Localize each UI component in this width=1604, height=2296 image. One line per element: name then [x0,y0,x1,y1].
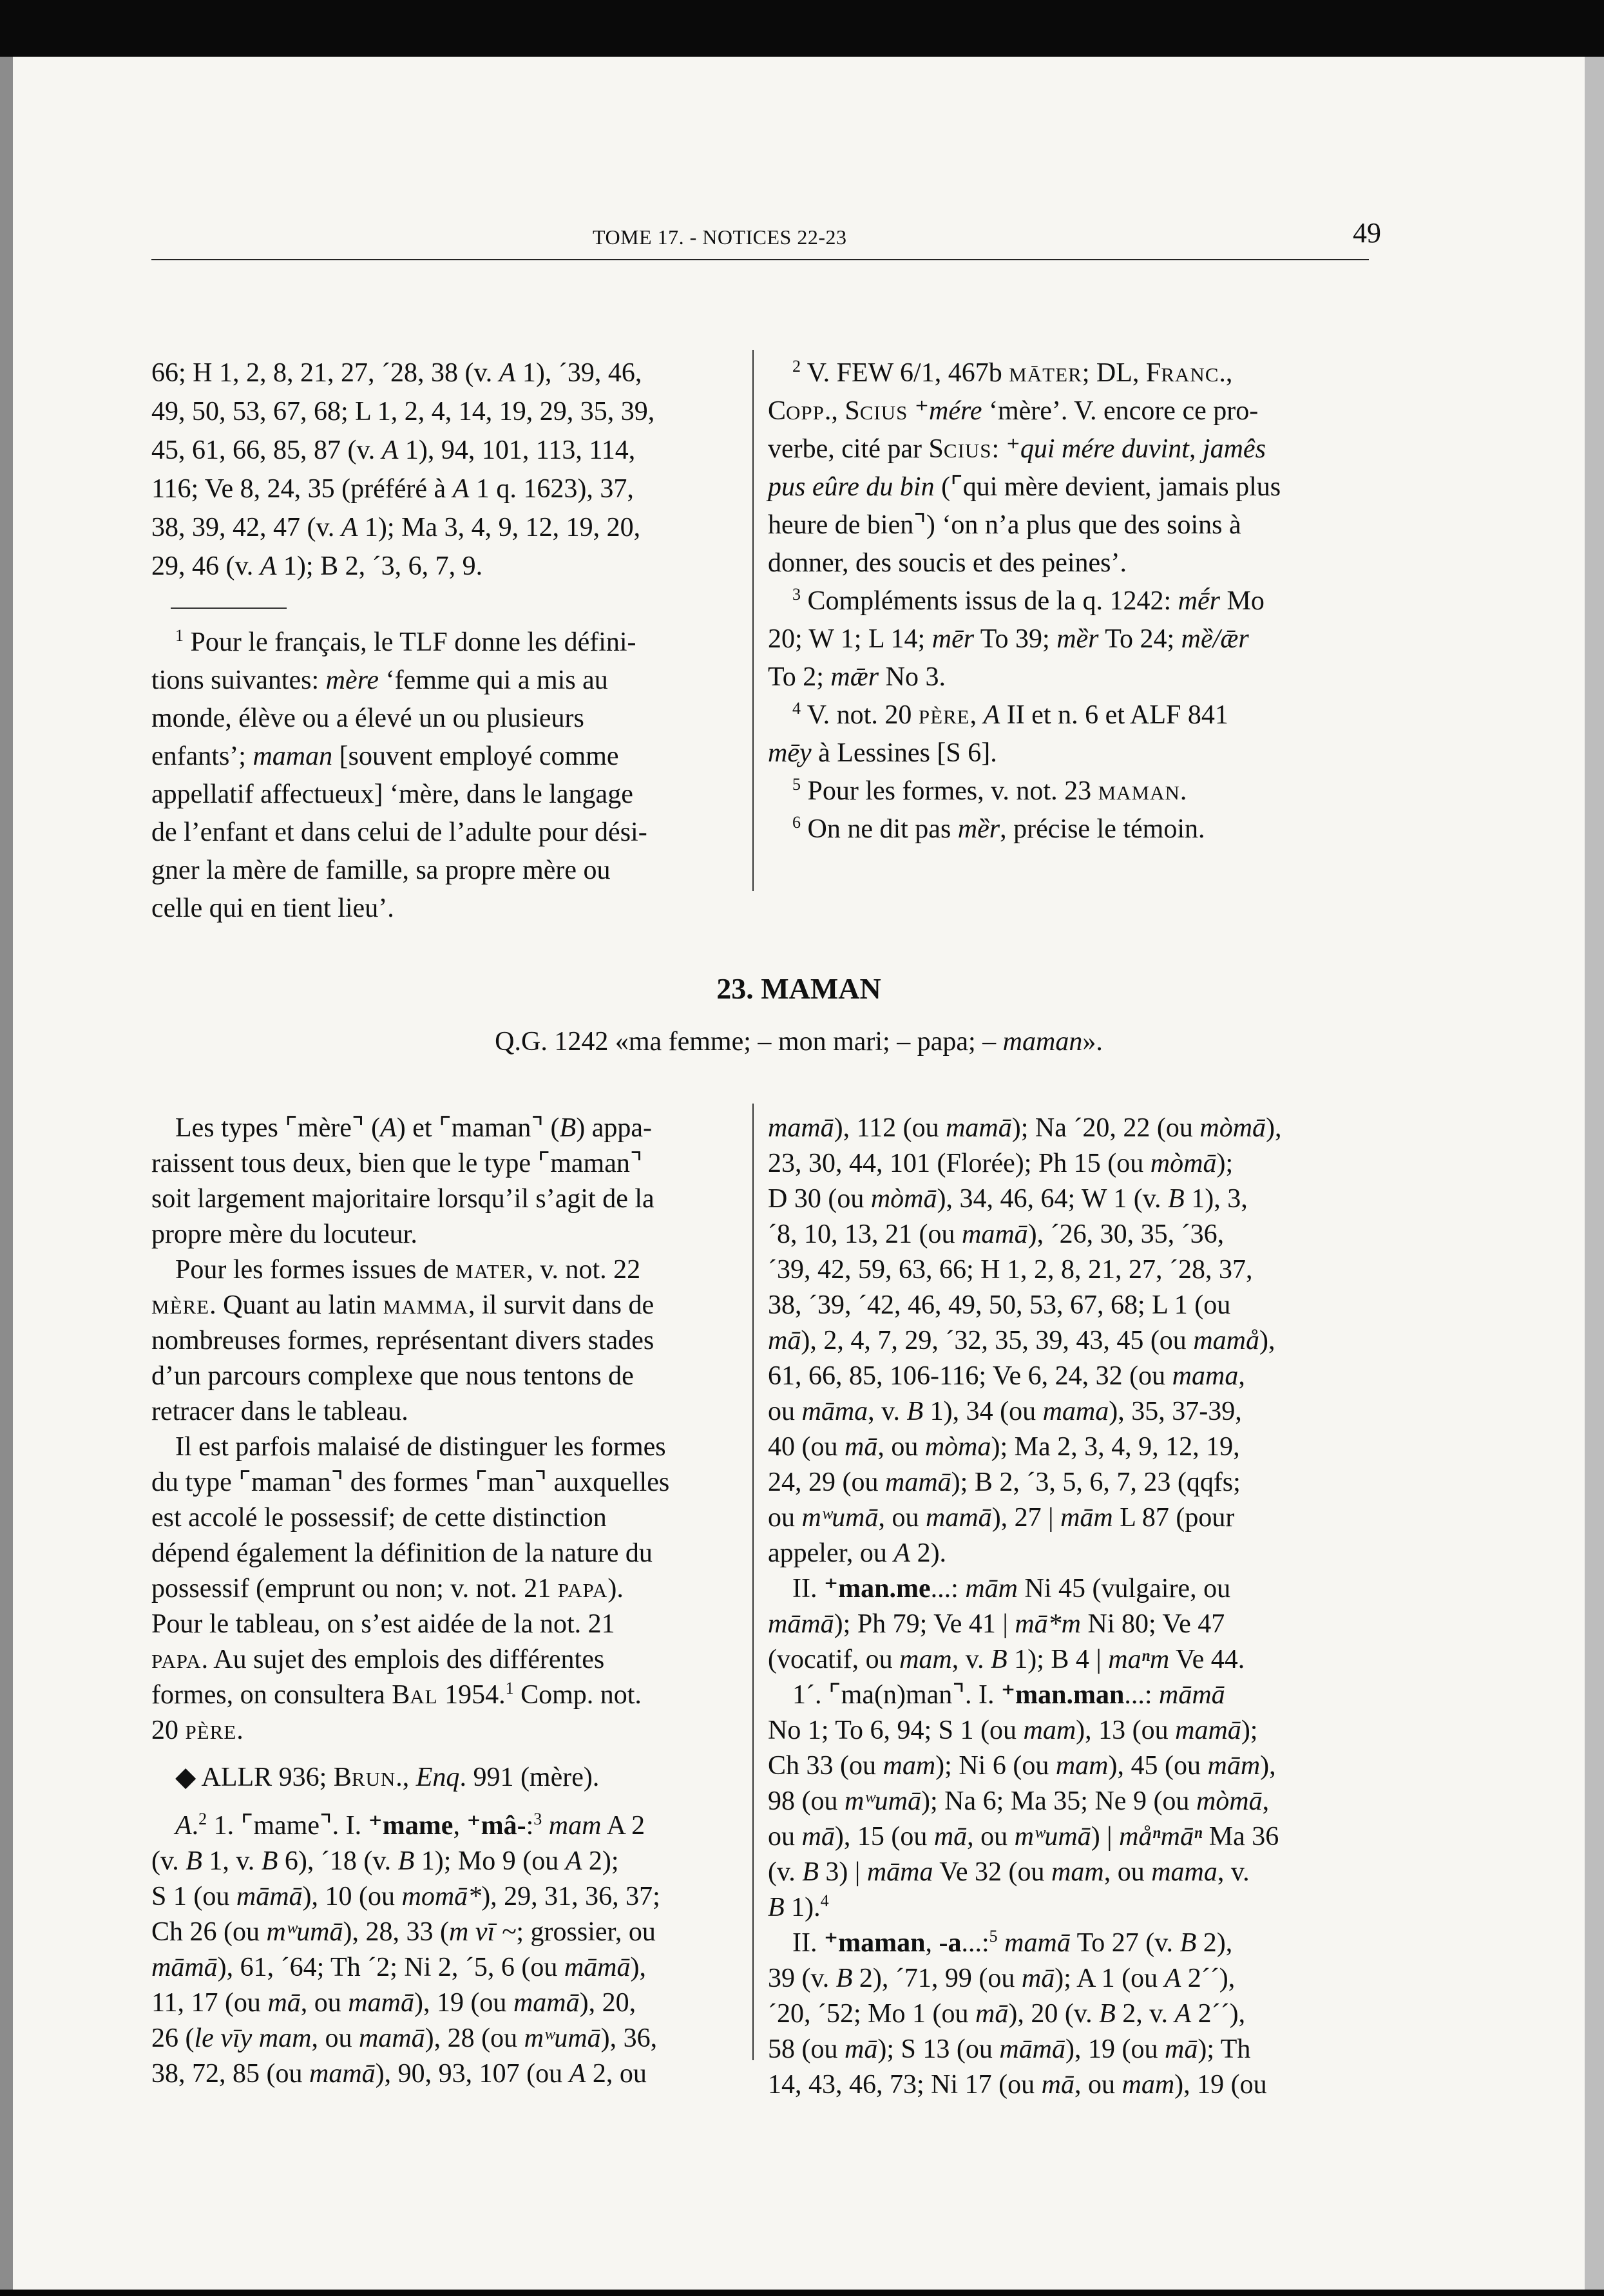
footnote-line: verbe, cité par SCIUS: ⁺qui mére duvint, jamês [768,434,1266,464]
footnote-line: celle qui en tient lieu’. [151,894,394,923]
text-line: 38, ´39, ´42, 46, 49, 50, 53, 67, 68; L 1 (ou [768,1290,1231,1320]
running-title: TOME 17. - NOTICES 22-23 [593,225,847,249]
footnote-line: $^6$ On ne dit pas mȅr, précise le témoin. [792,813,1205,844]
text-line: 40 (ou mā, ou mòma); Ma 2, 3, 4, 9, 12, 19, [768,1432,1240,1462]
text-line: 58 (ou mā); S 13 (ou māmā), 19 (ou mā); Th [768,2034,1251,2064]
text-line: propre mère du locuteur. [151,1220,417,1249]
text-line: 20 PÈRE. [151,1716,243,1745]
footnote-line: 20; W 1; L 14; mēr To 39; mȅr To 24; mȅ/ǣr [768,624,1249,654]
text-line: ou mʷumā, ou mamā), 27 | mām L 87 (pour [768,1503,1235,1533]
text-line: ´8, 10, 13, 21 (ou mamā), ´26, 30, 35, ´36, [768,1220,1225,1249]
text-line: (vocatif, ou mam, v. B 1); B 4 | maⁿm Ve 44. [768,1645,1245,1674]
text-line: 45, 61, 66, 85, 87 (v. A 1), 94, 101, 113, 114, [151,435,636,465]
text-line: II. ⁺maman, -a...:$^5$ mamā To 27 (v. B 2), [792,1927,1233,1958]
text-line: 38, 39, 42, 47 (v. A 1); Ma 3, 4, 9, 12, 19, 20, [151,513,641,542]
footnote-line: $^1$ Pour le français, le TLF donne les défini- [175,626,636,657]
footnote-line: heure de bien⌝) ‘on n’a plus que des soins à [768,510,1241,540]
text-line: 11, 17 (ou mā, ou mamā), 19 (ou mamā), 20, [151,1988,636,2018]
text-line: S 1 (ou māmā), 10 (ou momā*), 29, 31, 36, 37; [151,1882,660,1911]
footnote-line: gner la mère de famille, sa propre mère ou [151,856,611,885]
entry-question: Q.G. 1242 «ma femme; – mon mari; – papa; – maman». [495,1027,1103,1057]
footnote-line: COPP., SCIUS ⁺mére ‘mère’. V. encore ce pro- [768,396,1259,426]
text-line: 39 (v. B 2), ´71, 99 (ou mā); A 1 (ou A 2´´), [768,1964,1236,1993]
text-line: 49, 50, 53, 67, 68; L 1, 2, 4, 14, 19, 29, 35, 39, [151,397,655,426]
text-line: possessif (emprunt ou non; v. not. 21 PAPA). [151,1574,624,1603]
text-line: Ch 33 (ou mam); Ni 6 (ou mam), 45 (ou mām), [768,1751,1276,1781]
footnote-line: enfants’; maman [souvent employé comme [151,741,619,771]
text-line: dépend également la définition de la nature du [151,1538,653,1568]
header-rule [151,259,1369,260]
footnote-line: de l’enfant et dans celui de l’adulte pour dési- [151,818,647,847]
footnote-line: $^3$ Compléments issus de la q. 1242: mḗr Mo [792,585,1265,616]
text-line: soit largement majoritaire lorsqu’il s’agit de la [151,1184,654,1214]
text-line: formes, on consultera BAL 1954.$^1$ Comp. not. [151,1679,642,1710]
text-line: 29, 46 (v. A 1); B 2, ´3, 6, 7, 9. [151,551,483,581]
text-line: A.$^2$ 1. ⌜mame⌝. I. ⁺mame, ⁺mâ-:$^3$ mam A 2 [175,1810,645,1841]
text-line: MÈRE. Quant au latin MAMMA, il survit dans de [151,1290,654,1320]
text-line: 1´. ⌜ma(n)man⌝. I. ⁺man.man...: māmā [792,1680,1225,1710]
text-line: 116; Ve 8, 24, 35 (préféré à A 1 q. 1623), 37, [151,474,634,504]
column-rule-main [752,1104,754,2060]
footnote-line: $^5$ Pour les formes, v. not. 23 MAMAN. [792,775,1187,806]
text-line: Pour le tableau, on s’est aidée de la not. 21 [151,1609,615,1639]
text-line: (v. B 1, v. B 6), ´18 (v. B 1); Mo 9 (ou A 2); [151,1846,619,1876]
text-line: māmā); Ph 79; Ve 41 | mā*m Ni 80; Ve 47 [768,1609,1225,1639]
text-line: 23, 30, 44, 101 (Florée); Ph 15 (ou mòmā); [768,1149,1234,1178]
text-line: māmā), 61, ´64; Th ´2; Ni 2, ´5, 6 (ou māmā), [151,1953,647,1982]
footnote-line: mē̜y à Lessines [S 6]. [768,738,997,768]
text-line: No 1; To 6, 94; S 1 (ou mam), 13 (ou mamā); [768,1716,1258,1745]
scan-bottom-border [0,2290,1604,2296]
text-line: B 1).$^4$ [768,1891,829,1922]
text-line: Il est parfois malaisé de distinguer les formes [175,1432,666,1462]
scan-right-edge [1585,57,1604,2290]
text-line: Pour les formes issues de MATER, v. not. 22 [175,1255,641,1285]
column-rule-top [752,350,754,891]
scan-left-edge [0,57,13,2290]
text-line: Ch 26 (ou mʷumā), 28, 33 (m vī ~; grossier, ou [151,1917,656,1947]
text-line: 66; H 1, 2, 8, 21, 27, ´28, 38 (v. A 1), ´39, 46, [151,358,642,388]
text-line: mamā), 112 (ou mamā); Na ´20, 22 (ou mòmā), [768,1113,1282,1143]
text-line: II. ⁺man.me...: mām Ni 45 (vulgaire, ou [792,1574,1231,1603]
footnote-rule [171,607,287,609]
text-line: retracer dans le tableau. [151,1397,408,1426]
text-line: appeler, ou A 2). [768,1538,947,1568]
text-line: est accolé le possessif; de cette distinction [151,1503,607,1533]
text-line: 38, 72, 85 (ou mamā), 90, 93, 107 (ou A 2, ou [151,2059,647,2089]
footnote-line: donner, des soucis et des peines’. [768,548,1127,578]
text-line: ou māma, v. B 1), 34 (ou mama), 35, 37-39, [768,1397,1242,1426]
footnote-line: tions suivantes: mère ‘femme qui a mis au [151,665,608,695]
text-line: ´39, 42, 59, 63, 66; H 1, 2, 8, 21, 27, ´28, 37, [768,1255,1253,1285]
text-line: PAPA. Au sujet des emplois des différentes [151,1645,605,1674]
text-line: (v. B 3) | māma Ve 32 (ou mam, ou mama, v. [768,1857,1250,1887]
footnote-line: To 2; mǣr No 3. [768,662,946,692]
text-line: 24, 29 (ou mamā); B 2, ´3, 5, 6, 7, 23 (qqfs; [768,1468,1241,1497]
text-line: ou mā), 15 (ou mā, ou mʷumā) | måⁿmāⁿ Ma 36 [768,1822,1279,1851]
text-line: D 30 (ou mòmā), 34, 46, 64; W 1 (v. B 1), 3, [768,1184,1248,1214]
text-line: nombreuses formes, représentant divers stades [151,1326,654,1355]
reference-line: ◆ ALLR 936; BRUN., Enq. 991 (mère). [175,1763,600,1792]
text-line: mā), 2, 4, 7, 29, ´32, 35, 39, 43, 45 (ou mamå), [768,1326,1275,1355]
page-number: 49 [1353,217,1381,249]
footnote-line: pus eûre du bin (⌜qui mère devient, jamais plus [768,472,1281,502]
text-line: 26 (le vīy mam, ou mamā), 28 (ou mʷumā), 36, [151,2023,658,2053]
text-line: 61, 66, 85, 106-116; Ve 6, 24, 32 (ou mama, [768,1361,1245,1391]
text-line: Les types ⌜mère⌝ (A) et ⌜maman⌝ (B) appa- [175,1113,652,1143]
scan-top-border [0,0,1604,57]
footnote-line: $^4$ V. not. 20 PÈRE, A II et n. 6 et ALF 841 [792,699,1228,730]
footnote-line: appellatif affectueux] ‘mère, dans le langage [151,780,633,809]
text-line: d’un parcours complexe que nous tentons de [151,1361,634,1391]
footnote-line: monde, élève ou a élevé un ou plusieurs [151,703,584,733]
text-line: 14, 43, 46, 73; Ni 17 (ou mā, ou mam), 19 (ou [768,2070,1267,2100]
footnote-line: $^2$ V. FEW 6/1, 467b MĀTER; DL, FRANC., [792,357,1233,388]
text-line: ´20, ´52; Mo 1 (ou mā), 20 (v. B 2, v. A 2´´), [768,1999,1246,2029]
text-line: 98 (ou mʷumā); Na 6; Ma 35; Ne 9 (ou mòmā, [768,1786,1270,1816]
entry-title: 23. MAMAN [716,972,881,1005]
book-page [13,57,1585,2290]
text-line: raissent tous deux, bien que le type ⌜maman⌝ [151,1149,643,1178]
text-line: du type ⌜maman⌝ des formes ⌜man⌝ auxquelles [151,1468,670,1497]
